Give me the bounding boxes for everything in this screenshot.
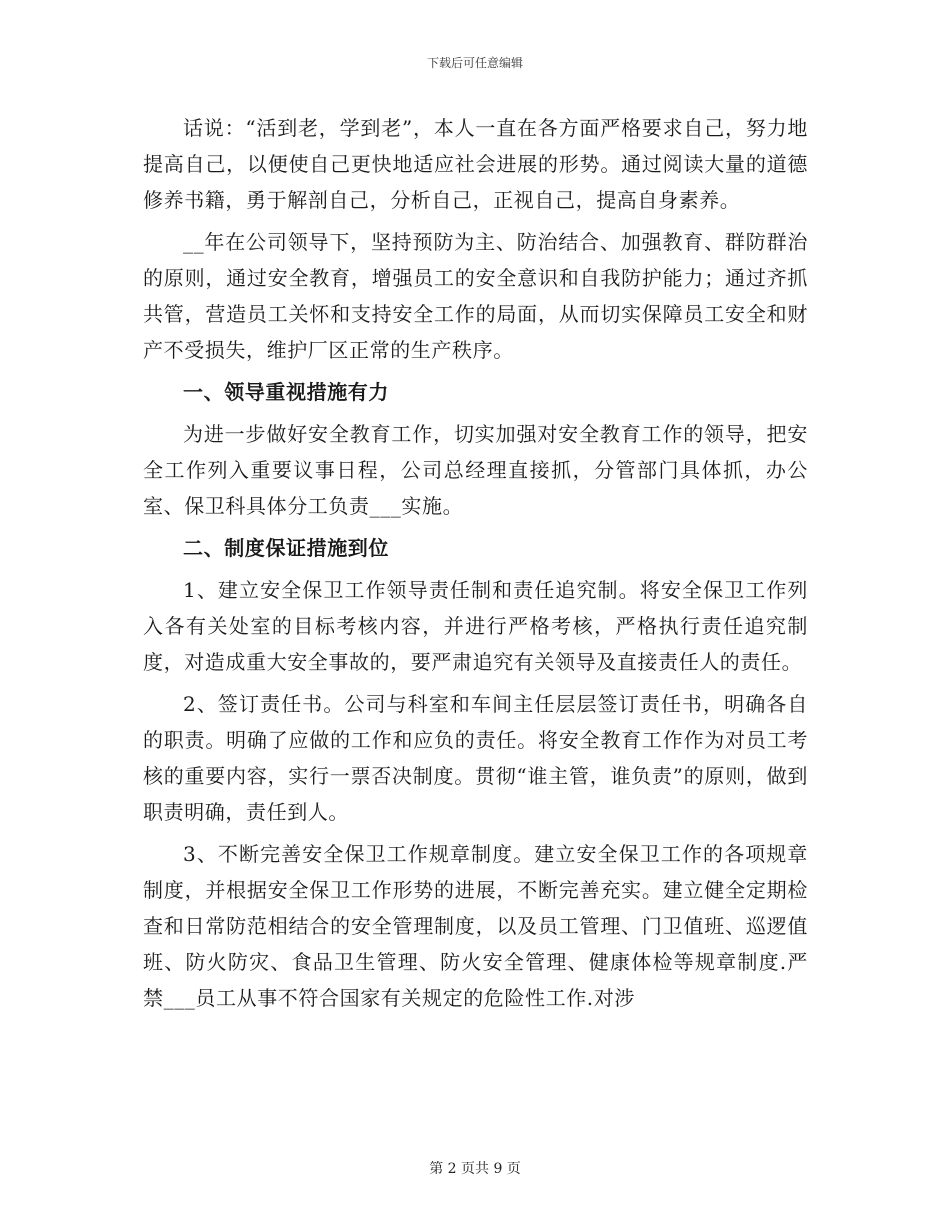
document-body <box>143 110 808 1022</box>
paragraph-responsibility-system: 1、建立安全保卫工作领导责任制和责任追究制。将安全保卫工作列入各有关处室的目标考核内容，并进行严格考核，严格执行责任追究制度，对造成重大安全事故的，要严肃追究有关领导及直接责任人的责任。 <box>143 578 808 674</box>
paragraph-leadership: 为进一步做好安全教育工作，切实加强对安全教育工作的领导，把安全工作列入重要议事日程，公司总经理直接抓，分管部门具体抓，办公室、保卫科具体分工负责___实施。 <box>143 422 808 518</box>
paragraph-responsibility-letter: 2、签订责任书。公司与科室和车间主任层层签订责任书，明确各自的职责。明确了应做的工作和应负的责任。将安全教育工作作为对员工考核的重要内容，实行一票否决制度。贯彻“谁主管，谁负责”的原则，做到职责明确，责任到人。 <box>143 692 808 824</box>
paragraph-intro: 话说：“活到老，学到老”，本人一直在各方面严格要求自己，努力地提高自己，以便使自己更快地适应社会进展的形势。通过阅读大量的道德修养书籍，勇于解剖自己，分析自己，正视自己，提高自身素养。 <box>143 116 808 212</box>
section-heading-system: 二、制度保证措施到位 <box>183 536 389 560</box>
paragraph-summary: __年在公司领导下，坚持预防为主、防治结合、加强教育、群防群治的原则，通过安全教育，增强员工的安全意识和自我防护能力；通过齐抓共管，营造员工关怀和支持安全工作的局面，从而切实保障员工安全和财产不受损失，维护厂区正常的生产秩序。 <box>143 230 808 362</box>
section-heading-leadership: 一、领导重视措施有力 <box>183 380 389 404</box>
page-number: 第 2 页共 9 页 <box>429 1161 521 1177</box>
page-header-note: 下载后可任意编辑 <box>426 56 523 70</box>
paragraph-regulations: 3、不断完善安全保卫工作规章制度。建立安全保卫工作的各项规章制度，并根据安全保卫工作形势的进展，不断完善充实。建立健全定期检查和日常防范相结合的安全管理制度，以及员工管理、门卫值班、巡逻值班、防火防灾、食品卫生管理、防火安全管理、健康体检等规章制度.严禁___员工从事不符合国家有关规定的危险性工作.对涉 <box>143 842 808 1010</box>
